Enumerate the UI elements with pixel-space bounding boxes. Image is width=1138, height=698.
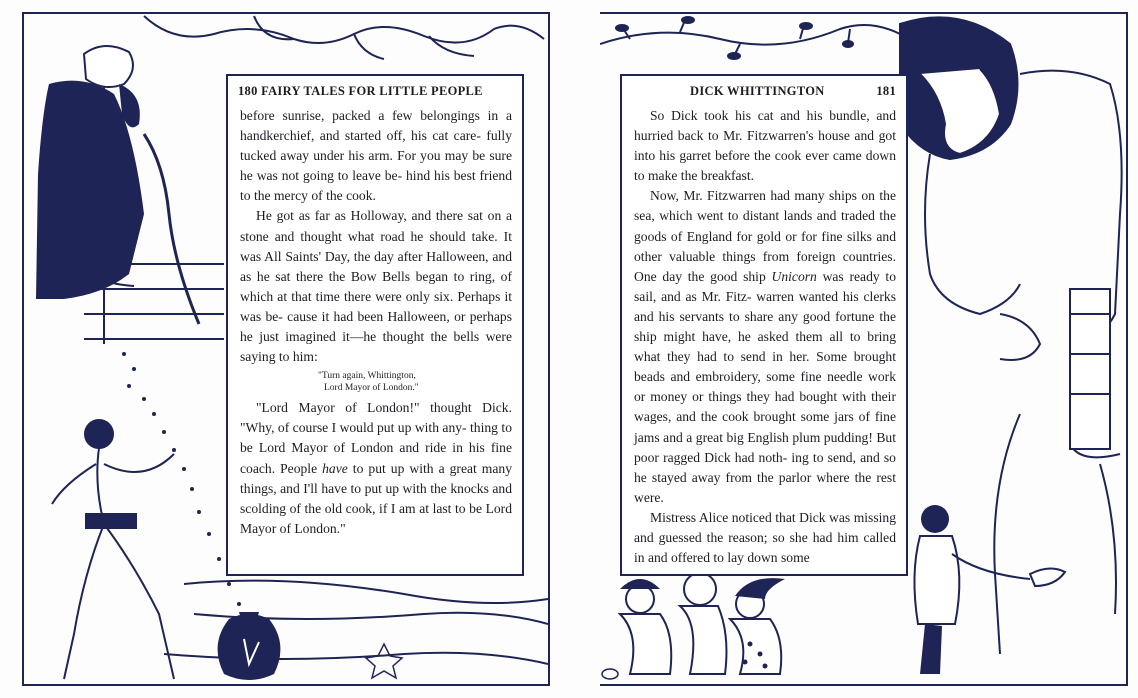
ship-name: Unicorn: [771, 268, 817, 284]
text-line: missing and guessed the reason; so she had: [634, 509, 896, 545]
text-line: to share any good fortune the ship might: [634, 308, 896, 345]
left-page: [22, 12, 550, 686]
text-line: pudding! But poor ragged Dick had noth-: [634, 429, 897, 465]
left-body-text: [240, 106, 512, 539]
right-page: [600, 12, 1128, 686]
text-line: take. It was All Saints' Day, the day after: [240, 228, 512, 264]
text-line: on a stone and thought what road he should: [240, 208, 513, 244]
children-group: [620, 569, 785, 674]
text-line: thing to be Lord Mayor of London and ride: [240, 420, 512, 456]
right-body-text: [634, 106, 896, 568]
text-line: handkerchief, and started off, his cat care-: [240, 128, 481, 144]
text-line: wages, and the cook brought some jars of: [634, 409, 870, 425]
text-line: Mistress Alice noticed that Dick was: [650, 509, 851, 525]
text-line: cause it had been Halloween, or perhaps he: [240, 308, 512, 345]
text-line: may be sure he was not going to leave be-: [240, 148, 512, 184]
right-page-number: 181: [876, 84, 896, 98]
text-line: just imagined it—he thought the bells were: [259, 329, 512, 345]
text-line: put up with the knocks and scolding of the: [240, 480, 512, 516]
text-line: in his fine coach. People: [240, 440, 512, 476]
boy-with-lamp-figure: [914, 505, 1065, 674]
text-line: He got as far as Holloway, and there sat: [256, 208, 483, 224]
text-line: warren wanted his clerks and his servants: [634, 288, 896, 324]
left-page-number: 180: [238, 84, 258, 98]
turbaned-man-figure: [36, 46, 199, 324]
text-line: Now, Mr. Fitzwarren had many ships on: [650, 188, 875, 204]
text-line: him called in and offered to lay down some: [634, 529, 896, 566]
text-line: and embroidery, some fine needle work or: [634, 369, 896, 405]
right-running-header: [632, 84, 896, 99]
text-line: old cook, if I am at last to be Lord Mayor: [240, 500, 512, 536]
text-line: money or things they had bought with their: [650, 389, 896, 405]
text-line: to put up: [347, 460, 405, 476]
text-line: saying to him:: [240, 349, 318, 365]
left-running-header: [238, 84, 512, 99]
left-text-panel: [226, 74, 524, 576]
text-line: foreign countries. One day the good ship: [634, 248, 896, 284]
text-line: of London.": [279, 520, 346, 536]
text-line: "Why, of course I would put up with any-: [240, 420, 467, 436]
text-line: the sea, which went to distant lands and: [634, 188, 896, 224]
text-line: fine silks and other valuable things from: [634, 228, 897, 264]
left-running-head: FAIRY TALES FOR LITTLE PEOPLE: [261, 84, 483, 98]
verse-block: [318, 370, 512, 394]
jar-icon: [218, 612, 281, 680]
text-line: traded the goods of England for gold or for: [634, 208, 896, 244]
text-line: hind his best friend to the mercy of the cook.: [240, 168, 512, 204]
text-line: So Dick took his cat and his bundle, and: [650, 108, 896, 123]
text-line: Halloween, and as he sat there the Bow: [240, 248, 512, 284]
text-line: before sunrise, packed a few belongings in a: [240, 108, 512, 123]
text-line: have, he asked them all to bring what they: [634, 329, 896, 365]
dancing-figure: [52, 420, 174, 679]
italic-word: have: [322, 460, 348, 476]
text-line: "Lord Mayor of London!" thought Dick.: [256, 400, 512, 416]
verse-line: "Turn again, Whittington,: [318, 371, 416, 382]
text-line: parlor where the rest were.: [634, 469, 896, 505]
text-line: got into his garret before the cook ever came: [634, 128, 896, 164]
text-line: down to make the breakfast.: [634, 148, 896, 184]
text-line: had to send in her. Some brought beads: [634, 349, 896, 385]
text-line: was ready to sail, and as Mr. Fitz-: [634, 268, 896, 304]
text-line: fine jams and a great big English plum: [634, 409, 896, 445]
verse-line: Lord Mayor of London.": [324, 383, 419, 394]
text-line: hurried back to Mr. Fitzwarren's house and: [634, 128, 875, 144]
text-line: there were only six. Perhaps it was be-: [240, 288, 512, 324]
text-line: ing to send, and so he stayed away from the: [634, 449, 896, 485]
text-line: Bells began to ring, of which at that time: [240, 268, 512, 304]
text-line: with a great many things, and I'll have to: [240, 460, 512, 496]
right-text-panel: [620, 74, 908, 576]
text-line: fully tucked away under his arm. For you: [240, 128, 512, 164]
right-running-head: DICK WHITTINGTON: [690, 84, 825, 98]
